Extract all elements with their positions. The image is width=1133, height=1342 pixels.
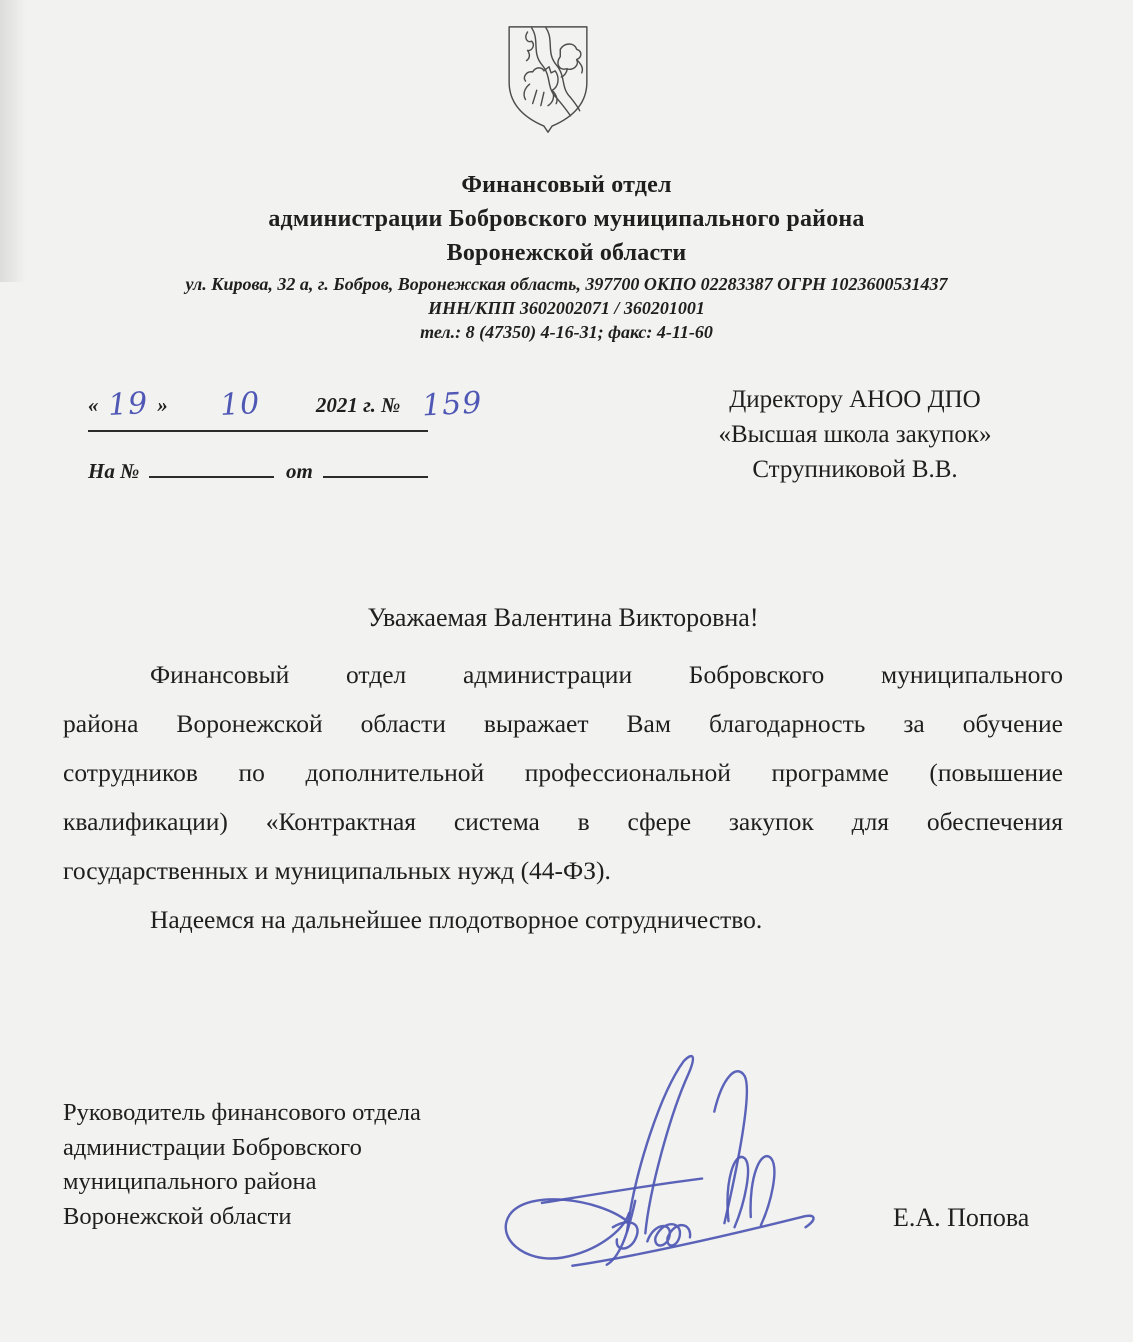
recipient-block bbox=[645, 382, 1065, 487]
handwritten-outgoing-number: 159 bbox=[421, 385, 484, 424]
letterhead-contacts bbox=[0, 272, 1133, 344]
letter-body bbox=[63, 650, 1063, 944]
body-line: района Воронежской области выражает Вам благодарность за обучение bbox=[63, 709, 1063, 738]
body-line: квалификации) «Контрактная система в сфере закупок для обеспечения bbox=[63, 807, 1063, 836]
salutation: Уважаемая Валентина Викторовна! bbox=[367, 603, 759, 632]
recipient-position: Директору АНОО ДПО bbox=[729, 386, 981, 413]
outgoing-date-row bbox=[88, 385, 484, 432]
handwritten-day: 19 bbox=[106, 385, 149, 424]
reply-from-label: от bbox=[285, 459, 313, 483]
signer-title-line: администрации Бобровского bbox=[63, 1133, 362, 1161]
closing-line: Надеемся на дальнейшее плодотворное сотрудничество. bbox=[150, 905, 763, 934]
blank-underline bbox=[149, 454, 274, 478]
handwritten-month: 10 bbox=[218, 385, 261, 424]
org-name-line-2: администрации Бобровского муниципального района bbox=[268, 206, 865, 232]
blank-underline bbox=[323, 454, 428, 478]
contact-address-line: ул. Кирова, 32 а, г. Бобров, Воронежская область, 397700 ОКПО 02283387 ОГРН 1023600531437 bbox=[185, 274, 948, 294]
signer-title-line: муниципального района bbox=[63, 1168, 317, 1195]
year-number-label: 2021 г. № bbox=[315, 393, 401, 417]
signer-title-line: Руководитель финансового отдела bbox=[63, 1099, 421, 1126]
recipient-organization: «Высшая школа закупок» bbox=[718, 421, 992, 448]
reply-to-label: На № bbox=[88, 459, 140, 483]
recipient-name: Струпниковой В.В. bbox=[752, 456, 958, 483]
signer-title-block bbox=[63, 1096, 533, 1234]
close-quote-label: » bbox=[151, 393, 168, 417]
org-name-line-3: Воронежской области bbox=[446, 240, 687, 266]
signer-title-line: Воронежской области bbox=[63, 1202, 292, 1230]
coat-of-arms-icon bbox=[503, 22, 593, 134]
contact-inn-kpp-line: ИНН/КПП 3602002071 / 360201001 bbox=[428, 298, 705, 318]
contact-phone-line: тел.: 8 (47350) 4-16-31; факс: 4-11-60 bbox=[420, 322, 713, 342]
org-name-line-1: Финансовый отдел bbox=[461, 172, 672, 198]
letterhead-org-name bbox=[0, 168, 1133, 270]
body-line: Финансовый отдел администрации Бобровского муниципального bbox=[150, 660, 1063, 689]
outgoing-reference-block bbox=[88, 385, 484, 484]
open-quote-label: « bbox=[88, 393, 104, 417]
body-line: сотрудников по дополнительной профессиональной программе (повышение bbox=[63, 758, 1063, 787]
signer-name: Е.А. Попова bbox=[893, 1203, 1030, 1232]
body-line: государственных и муниципальных нужд (44-ФЗ). bbox=[63, 856, 611, 885]
incoming-reference-row bbox=[88, 454, 428, 484]
handwritten-signature bbox=[475, 1048, 840, 1303]
